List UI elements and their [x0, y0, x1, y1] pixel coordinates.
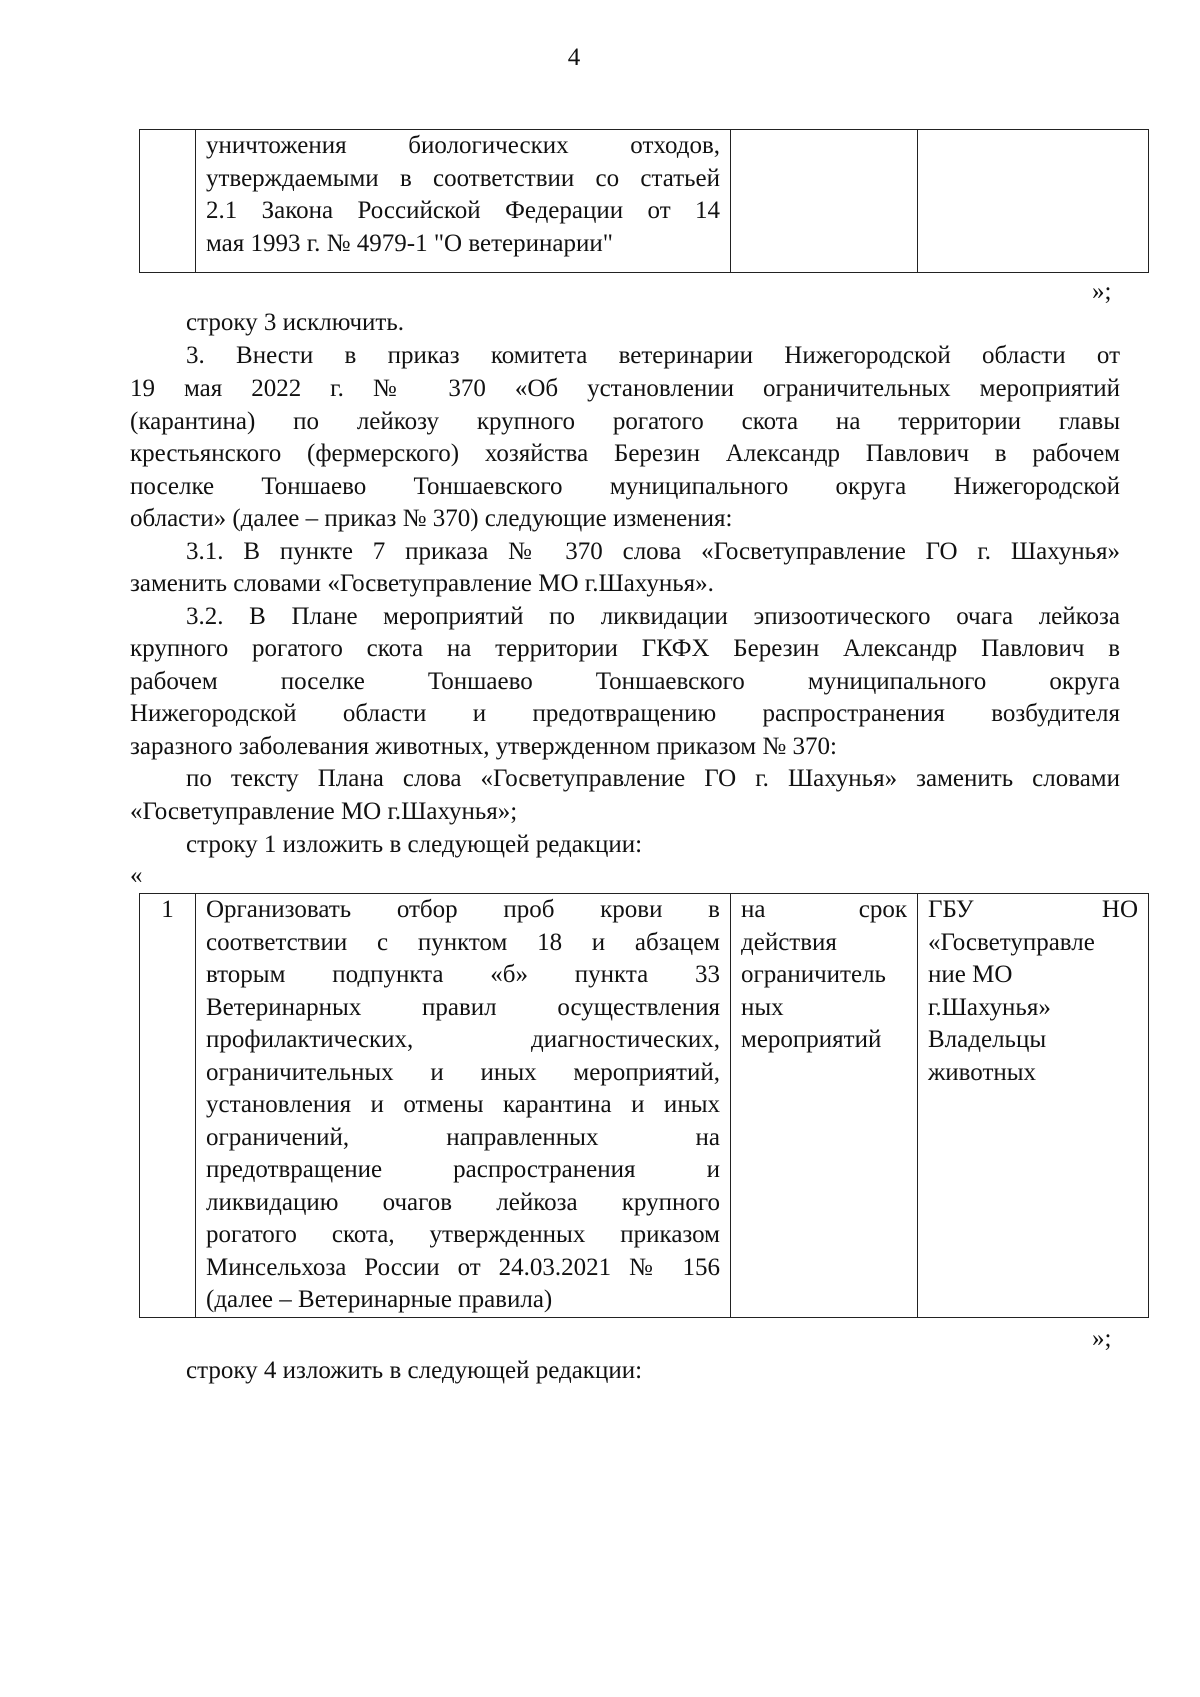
paragraph-delete-row-3: строку 3 исключить. — [186, 309, 404, 336]
row-text-line: рогатого скота, утвержденных приказом — [206, 1221, 720, 1248]
paragraph-3-1-line: 3.1. В пункте 7 приказа № 370 слова «Госветуправление ГО г. Шахунья» — [186, 538, 1120, 565]
page-number: 4 — [567, 44, 581, 71]
responsible-line: г.Шахунья» — [928, 993, 1051, 1021]
row-number-cell: 1 — [140, 894, 196, 1318]
paragraph-3-2-line: крупного рогатого скота на территории ГКФХ Березин Александр Павлович в — [130, 635, 1120, 662]
row-text-line: Минсельхоза России от 24.03.2021 № 156 — [206, 1253, 720, 1281]
table-row-1-new — [139, 893, 1149, 1318]
table-continuation — [139, 129, 1149, 273]
row-text-line: предотвращение распространения и — [206, 1156, 720, 1183]
paragraph-replace-line: по тексту Плана слова «Госветуправление ГО г. Шахунья» заменить словами — [186, 765, 1120, 792]
row-responsible-cell — [918, 130, 1149, 273]
table-row — [140, 130, 1149, 273]
responsible-first-line — [928, 894, 1138, 927]
responsible-line: Владельцы — [928, 1026, 1047, 1053]
paragraph-3-line: крестьянского (фермерского) хозяйства Березин Александр Павлович в рабочем — [130, 440, 1120, 467]
row-text-line: ограничений, направленных на — [206, 1123, 720, 1151]
row-text-line: уничтожения биологических отходов, — [206, 132, 720, 159]
row-text-cell — [196, 130, 731, 273]
row-text-line: ограничительных и иных мероприятий, — [206, 1058, 720, 1086]
paragraph-3-line: поселке Тоншаево Тоншаевского муниципального округа Нижегородской — [130, 473, 1120, 500]
responsible-line: животных — [928, 1058, 1037, 1086]
row-term-cell — [731, 130, 918, 273]
opening-quote: « — [130, 862, 143, 889]
row-number-cell — [140, 130, 196, 273]
term-line: ограничитель — [741, 961, 886, 988]
term-line: ных — [741, 993, 784, 1021]
row-text-line: профилактических, диагностических, — [206, 1026, 720, 1053]
row-text-line: утверждаемыми в соответствии со статьей — [206, 164, 720, 192]
term-line: на срок — [741, 896, 907, 923]
row-text-line: Организовать отбор проб крови в — [206, 896, 720, 923]
paragraph-3-line: 19 мая 2022 г. № 370 «Об установлении ограничительных мероприятий — [130, 375, 1120, 402]
row-text-line: ликвидацию очагов лейкоза крупного — [206, 1188, 720, 1216]
term-line: мероприятий — [741, 1026, 882, 1053]
paragraph-3-line: области» (далее – приказ № 370) следующие изменения: — [130, 505, 733, 532]
row-text-line: вторым подпункта «б» пункта 33 — [206, 961, 720, 988]
row-text-line: (далее – Ветеринарные правила) — [206, 1286, 553, 1313]
row-text-cell — [196, 894, 731, 1318]
paragraph-3-2-line: рабочем поселке Тоншаево Тоншаевского муниципального округа — [130, 668, 1120, 695]
paragraph-3-2-line: заразного заболевания животных, утвержденном приказом № 370: — [130, 733, 837, 760]
paragraph-3-line: (карантина) по лейкозу крупного рогатого скота на территории главы — [130, 408, 1120, 435]
responsible-region: НО — [1101, 896, 1138, 923]
paragraph-row-1-intro: строку 1 изложить в следующей редакции: — [186, 831, 643, 858]
paragraph-3-line: 3. Внести в приказ комитета ветеринарии Нижегородской области от — [186, 342, 1120, 369]
term-line: действия — [741, 928, 837, 956]
table-row — [140, 894, 1149, 1318]
responsible-line: «Госветуправле — [928, 928, 1095, 956]
row-text-line: 2.1 Закона Российской Федерации от 14 — [206, 197, 720, 224]
row-term-cell — [731, 894, 918, 1318]
responsible-line: ние МО — [928, 961, 1013, 988]
paragraph-3-2-line: Нижегородской области и предотвращению распространения возбудителя — [130, 700, 1120, 727]
responsible-org-type: ГБУ — [928, 896, 974, 923]
row-text-line: Ветеринарных правил осуществления — [206, 993, 720, 1021]
paragraph-row-4-intro: строку 4 изложить в следующей редакции: — [186, 1357, 643, 1384]
row-text-line: установления и отмены карантина и иных — [206, 1091, 720, 1118]
paragraph-3-1-line: заменить словами «Госветуправление МО г.Шахунья». — [130, 570, 714, 597]
paragraph-3-2-line: 3.2. В Плане мероприятий по ликвидации эпизоотического очага лейкоза — [186, 603, 1120, 630]
row-text-line: мая 1993 г. № 4979-1 "О ветеринарии" — [206, 229, 613, 257]
closing-quote: »; — [1092, 278, 1112, 305]
paragraph-replace-line: «Госветуправление МО г.Шахунья»; — [130, 798, 518, 825]
row-text-line: соответствии с пунктом 18 и абзацем — [206, 928, 720, 956]
row-responsible-cell — [918, 894, 1149, 1318]
closing-quote: »; — [1092, 1325, 1112, 1352]
